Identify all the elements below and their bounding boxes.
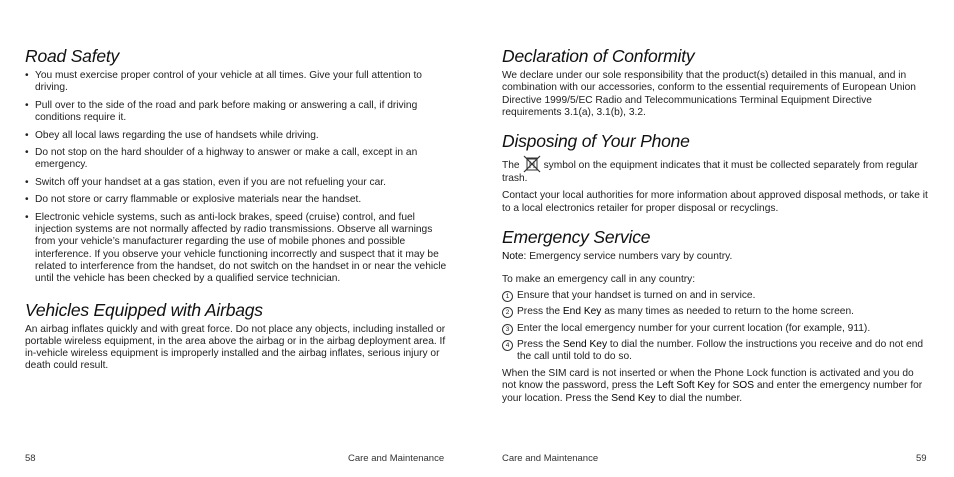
note-label: Note: xyxy=(502,251,527,263)
right-page-number: 59 xyxy=(916,453,927,464)
step-item: 1 Ensure that your handset is turned on and in service. xyxy=(502,290,930,302)
road-safety-heading: Road Safety xyxy=(25,46,120,66)
send-key-label: Send Key xyxy=(562,339,608,351)
list-item: • Do not stop on the hard shoulder of a highway to answer or make a call, except in an emergency. xyxy=(25,147,418,171)
conformity-heading: Declaration of Conformity xyxy=(502,46,695,66)
conformity-body: We declare under our sole responsibility that the product(s) detailed in this manual, and in combination with our accessories, conform to the essential requirements of European Union Directive 1999/5/EC Radio and Telecommunications Terminal Equipment Directive requirements 3.1(a), 3.1(b), 3.2. xyxy=(502,70,916,118)
airbags-heading: Vehicles Equipped with Airbags xyxy=(25,299,263,320)
step-number: 2 xyxy=(502,307,513,318)
list-item: • Switch off your handset at a gas station, even if you are not refueling your car. xyxy=(25,176,386,188)
left-page-number: 58 xyxy=(25,453,36,464)
airbags-body: An airbag inflates quickly and with great force. Do not place any objects, including installed or portable wireless equipment, in the area above the airbag or in the airbag deployment area. If in-vehicle wireless equipment is improperly installed and the airbag inflates, serious injury or death could result. xyxy=(25,323,446,372)
emergency-heading: Emergency Service xyxy=(502,227,651,248)
step-number: 4 xyxy=(502,340,513,351)
emergency-steps xyxy=(502,290,930,364)
left-soft-key-label: Left Soft Key xyxy=(656,380,715,392)
left-page xyxy=(25,46,453,373)
emergency-note: Note: Emergency service numbers vary by country. xyxy=(502,251,733,263)
list-item: • Do not store or carry flammable or explosive materials near the handset. xyxy=(25,194,362,206)
end-key-label: End Key xyxy=(562,306,602,318)
left-footer-section: Care and Maintenance xyxy=(348,453,445,464)
sos-label: SOS xyxy=(732,380,755,392)
disposing-body-1: The symbol on the equipment indicates that it must be collected separately from regular trash. xyxy=(502,155,930,185)
step-item: 2 Press the End Key as many times as needed to return to the home screen. xyxy=(502,306,930,318)
list-item: • Obey all local laws regarding the use of handsets while driving. xyxy=(25,129,319,141)
disposing-heading: Disposing of Your Phone xyxy=(502,131,690,152)
list-item: • You must exercise proper control of your vehicle at all times. Give your full attention to driving. xyxy=(25,70,422,94)
emergency-intro: To make an emergency call in any country: xyxy=(502,274,696,286)
disposing-body-2: Contact your local authorities for more information about approved disposal methods, or take it to a local electronics retailer for proper disposal or recyclings. xyxy=(502,190,928,214)
step-number: 1 xyxy=(502,291,513,302)
sim-instructions: When the SIM card is not inserted or when the Phone Lock function is activated and you do not know the password, press the Left Soft Key for SOS and enter the emergency number for your location. Press the Send Key to dial the number. xyxy=(502,367,923,404)
road-safety-list xyxy=(25,70,453,286)
right-footer-section: Care and Maintenance xyxy=(502,453,599,464)
right-page xyxy=(502,46,930,405)
send-key-label: Send Key xyxy=(611,392,656,404)
list-item: • Pull over to the side of the road and park before making or answering a call, if driving conditions require it. xyxy=(25,99,418,124)
list-item: • Electronic vehicle systems, such as anti-lock brakes, speed (cruise) control, and fuel injection systems are not normally affected by radio transmissions. Observe all warnings from your vehicle’s manufacturer regarding the use of mobile phones and possible interference. If you observe your vehicle functioning incorrectly and suspect that it may be related to interference from the handset, do not switch on the handset in or near the vehicle until the vehicle has been checked by a qualified service technician. xyxy=(25,211,447,285)
step-item: 4 Press the Send Key to dial the number. Follow the instructions you receive and do not end the call until told to do so. xyxy=(502,339,930,364)
step-number: 3 xyxy=(502,324,513,335)
recycle-bin-icon xyxy=(523,155,541,173)
step-item: 3 Enter the local emergency number for your current location (for example, 911). xyxy=(502,323,930,335)
